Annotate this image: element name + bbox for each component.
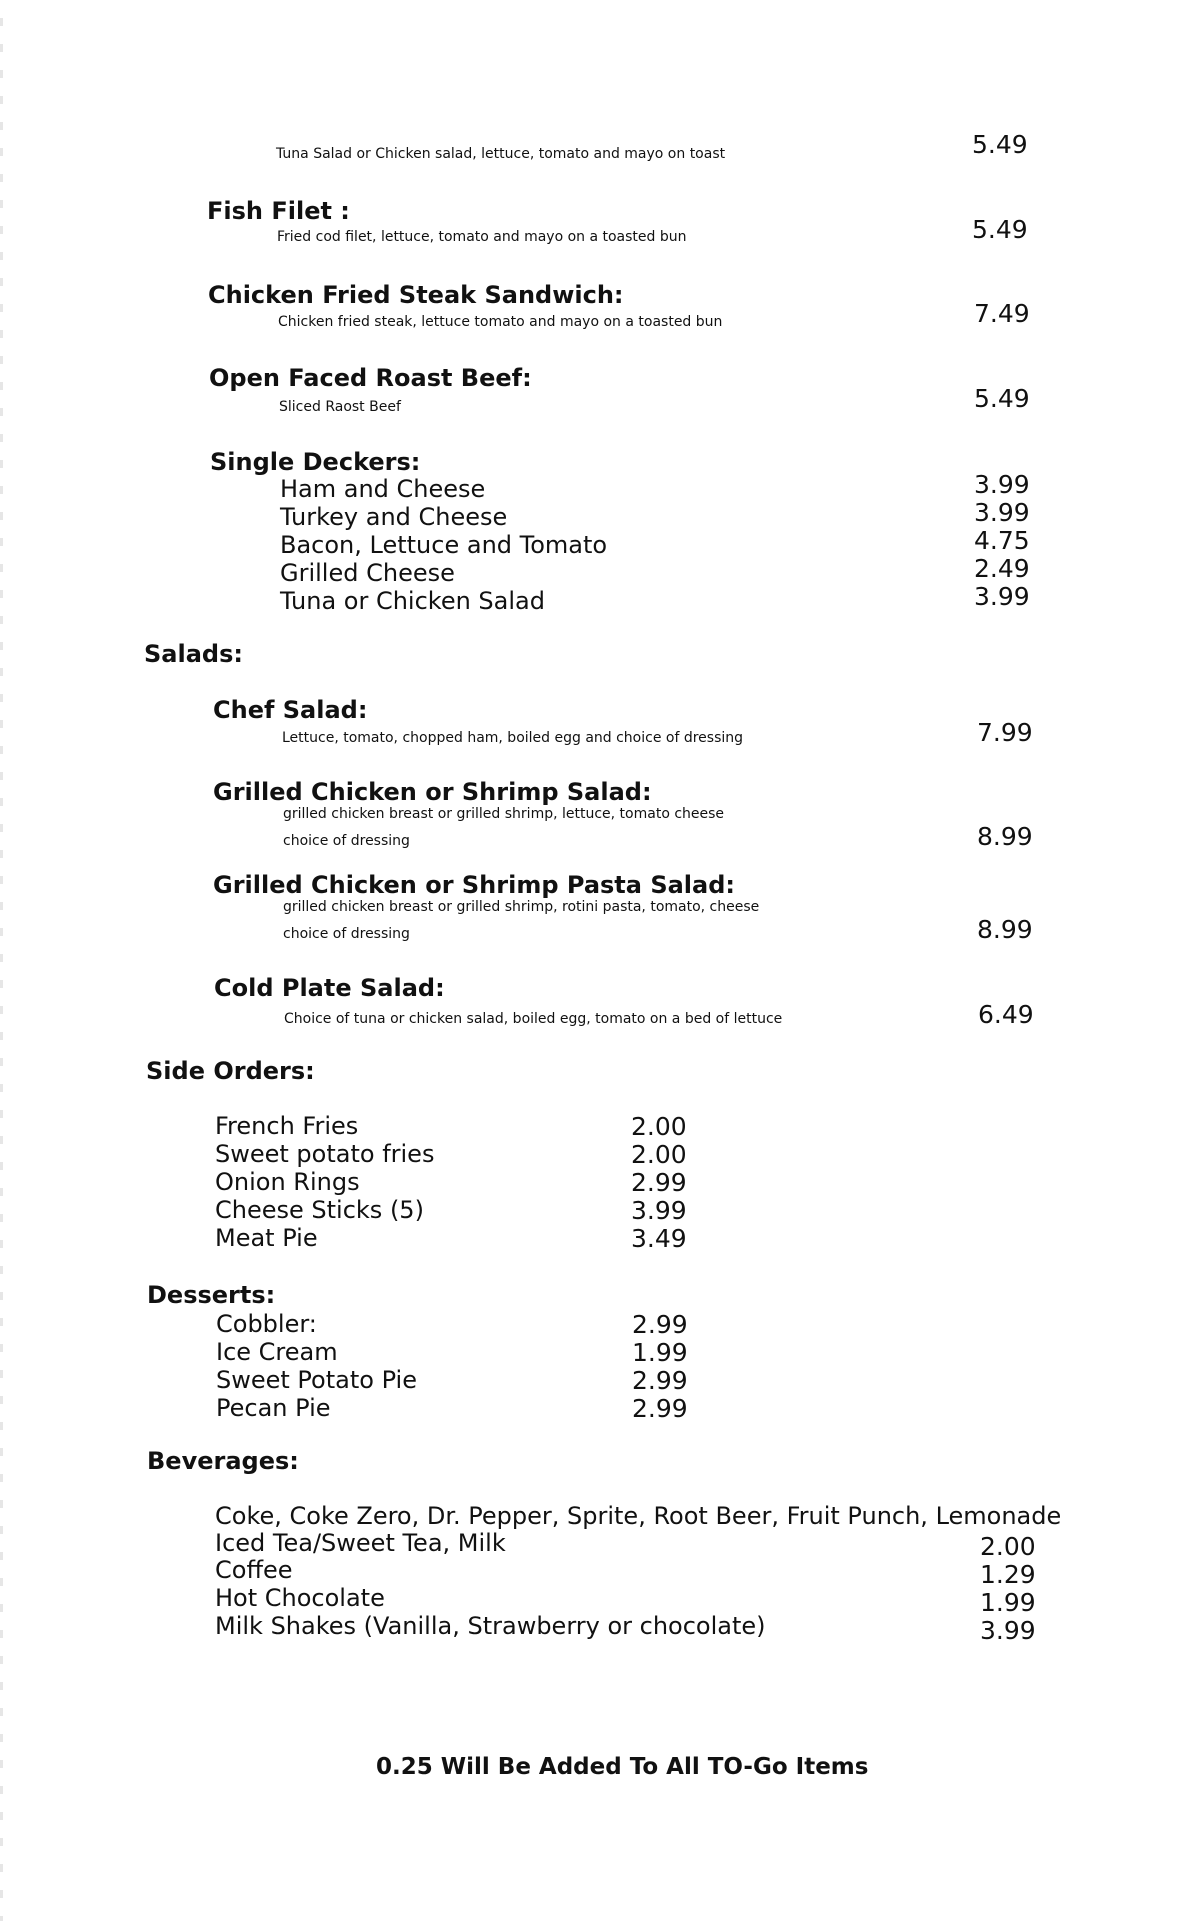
list-item-price: 1.99 <box>632 1338 688 1367</box>
list-item-price: 2.99 <box>631 1168 687 1197</box>
list-item: Onion Rings <box>215 1168 360 1196</box>
list-item: Sweet Potato Pie <box>216 1366 417 1394</box>
list-item: Tuna or Chicken Salad <box>280 587 545 615</box>
list-item-price: 3.99 <box>631 1196 687 1225</box>
roast-title: Open Faced Roast Beef: <box>209 364 532 392</box>
list-item: Turkey and Cheese <box>280 503 508 531</box>
list-item: Coffee <box>215 1556 293 1584</box>
grilled-title: Grilled Chicken or Shrimp Salad: <box>213 778 652 806</box>
list-item: Grilled Cheese <box>280 559 455 587</box>
list-item: Cheese Sticks (5) <box>215 1196 424 1224</box>
list-item: Ice Cream <box>216 1338 338 1366</box>
tuna-price: 5.49 <box>972 130 1028 159</box>
list-item-price: 2.99 <box>632 1366 688 1395</box>
list-item-price: 2.00 <box>631 1140 687 1169</box>
roast-price: 5.49 <box>974 384 1030 413</box>
chef-price: 7.99 <box>977 718 1033 747</box>
cfs-desc: Chicken fried steak, lettuce tomato and mayo on a toasted bun <box>278 314 723 330</box>
cold-price: 6.49 <box>978 1000 1034 1029</box>
cfs-price: 7.49 <box>974 299 1030 328</box>
beverages-title: Beverages: <box>147 1447 299 1475</box>
list-item: Cobbler: <box>216 1310 317 1338</box>
chef-title: Chef Salad: <box>213 696 368 724</box>
list-item: Pecan Pie <box>216 1394 331 1422</box>
pasta-desc-2: choice of dressing <box>283 926 410 942</box>
fish-desc: Fried cod filet, lettuce, tomato and mayo on a toasted bun <box>277 229 687 245</box>
pasta-title: Grilled Chicken or Shrimp Pasta Salad: <box>213 871 735 899</box>
grilled-desc-1: grilled chicken breast or grilled shrimp, lettuce, tomato cheese <box>283 806 725 822</box>
list-item: Bacon, Lettuce and Tomato <box>280 531 608 559</box>
list-item-price: 3.99 <box>980 1616 1036 1645</box>
list-item-price: 1.29 <box>980 1560 1036 1589</box>
list-item-price: 2.49 <box>974 554 1030 583</box>
cold-desc: Choice of tuna or chicken salad, boiled egg, tomato on a bed of lettuce <box>284 1011 783 1027</box>
list-item: Iced Tea/Sweet Tea, Milk <box>215 1529 506 1557</box>
list-item-price: 2.00 <box>980 1532 1036 1561</box>
chef-desc: Lettuce, tomato, chopped ham, boiled egg and choice of dressing <box>282 730 744 746</box>
list-item-price: 3.99 <box>974 582 1030 611</box>
roast-desc: Sliced Raost Beef <box>279 399 401 415</box>
list-item-price: 1.99 <box>980 1588 1036 1617</box>
tuna-desc: Tuna Salad or Chicken salad, lettuce, tomato and mayo on toast <box>276 146 726 162</box>
grilled-desc-2: choice of dressing <box>283 833 410 849</box>
sides-title: Side Orders: <box>146 1057 315 1085</box>
desserts-title: Desserts: <box>147 1281 276 1309</box>
salads-title: Salads: <box>144 640 243 668</box>
list-item-price: 2.99 <box>632 1394 688 1423</box>
scan-edge <box>0 0 3 1921</box>
list-item-price: 3.99 <box>974 498 1030 527</box>
sodas-list: Coke, Coke Zero, Dr. Pepper, Sprite, Root Beer, Fruit Punch, Lemonade <box>215 1502 1062 1530</box>
cfs-title: Chicken Fried Steak Sandwich: <box>208 281 624 309</box>
fish-price: 5.49 <box>972 215 1028 244</box>
pasta-desc-1: grilled chicken breast or grilled shrimp, rotini pasta, tomato, cheese <box>283 899 760 915</box>
list-item-price: 3.49 <box>631 1224 687 1253</box>
fish-title: Fish Filet : <box>207 197 350 225</box>
list-item-price: 2.00 <box>631 1112 687 1141</box>
grilled-price: 8.99 <box>977 822 1033 851</box>
single-deckers-title: Single Deckers: <box>210 448 421 476</box>
list-item: Milk Shakes (Vanilla, Strawberry or chocolate) <box>215 1612 766 1640</box>
list-item: Ham and Cheese <box>280 475 486 503</box>
list-item: Sweet potato fries <box>215 1140 435 1168</box>
list-item-price: 4.75 <box>974 526 1030 555</box>
list-item: Hot Chocolate <box>215 1584 385 1612</box>
list-item: French Fries <box>215 1112 359 1140</box>
cold-title: Cold Plate Salad: <box>214 974 445 1002</box>
list-item-price: 3.99 <box>974 470 1030 499</box>
list-item: Meat Pie <box>215 1224 318 1252</box>
to-go-notice: 0.25 Will Be Added To All TO-Go Items <box>376 1754 869 1780</box>
list-item-price: 2.99 <box>632 1310 688 1339</box>
pasta-price: 8.99 <box>977 915 1033 944</box>
